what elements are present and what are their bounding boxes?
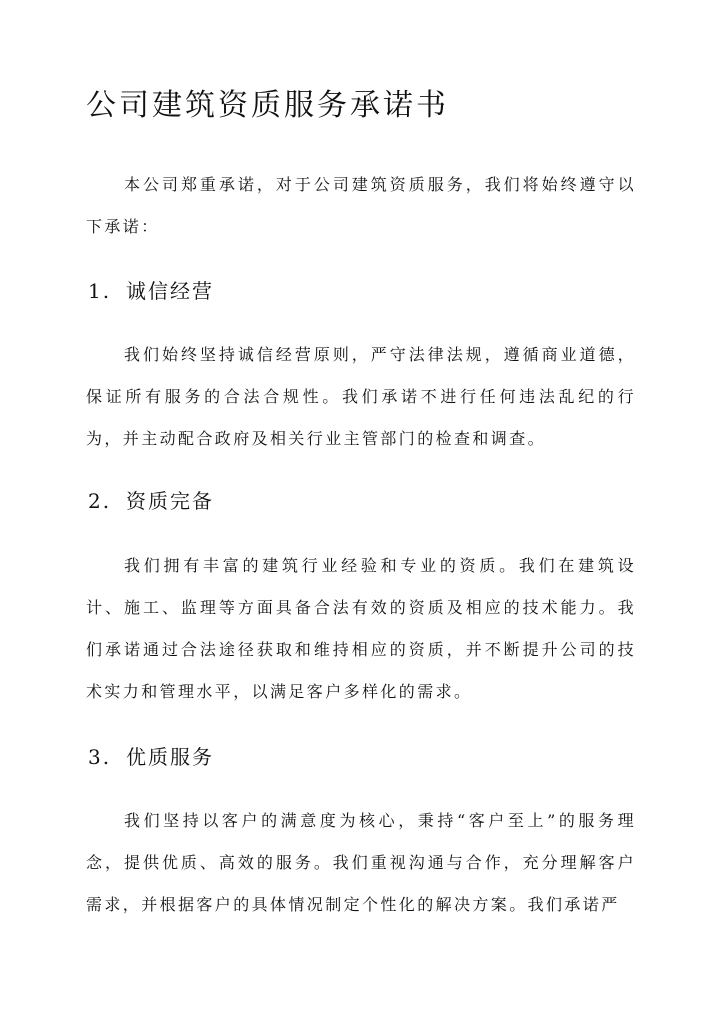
- section-body-1: 我们始终坚持诚信经营原则，严守法律法规，遵循商业道德，保证所有服务的合法合规性。我们承诺不进行任何违法乱纪的行为，并主动配合政府及相关行业主管部门的检查和调查。: [86, 345, 636, 448]
- section-heading-1: [88, 276, 214, 306]
- section-body-3: 我们坚持以客户的满意度为核心，秉持“客户至上”的服务理念，提供优质、高效的服务。我们重视沟通与合作，充分理解客户需求，并根据客户的具体情况制定个性化的解决方案。我们承诺严: [86, 811, 636, 914]
- document-title: 公司建筑资质服务承诺书: [86, 88, 449, 123]
- section-body-2: 我们拥有丰富的建筑行业经验和专业的资质。我们在建筑设计、施工、监理等方面具备合法有效的资质及相应的技术能力。我们承诺通过合法途径获取和维持相应的资质，并不断提升公司的技术实力和管理水平，以满足客户多样化的需求。: [86, 556, 636, 701]
- section-number: 1.: [88, 279, 112, 303]
- section-title: 诚信经营: [126, 279, 214, 303]
- section-number: 3.: [88, 745, 112, 769]
- section-heading-2: [88, 486, 214, 516]
- section-title: 资质完备: [126, 489, 214, 513]
- section-title: 优质服务: [126, 745, 214, 769]
- section-heading-3: [88, 742, 214, 772]
- section-number: 2.: [88, 489, 112, 513]
- intro-paragraph: 本公司郑重承诺，对于公司建筑资质服务，我们将始终遵守以下承诺：: [86, 175, 636, 236]
